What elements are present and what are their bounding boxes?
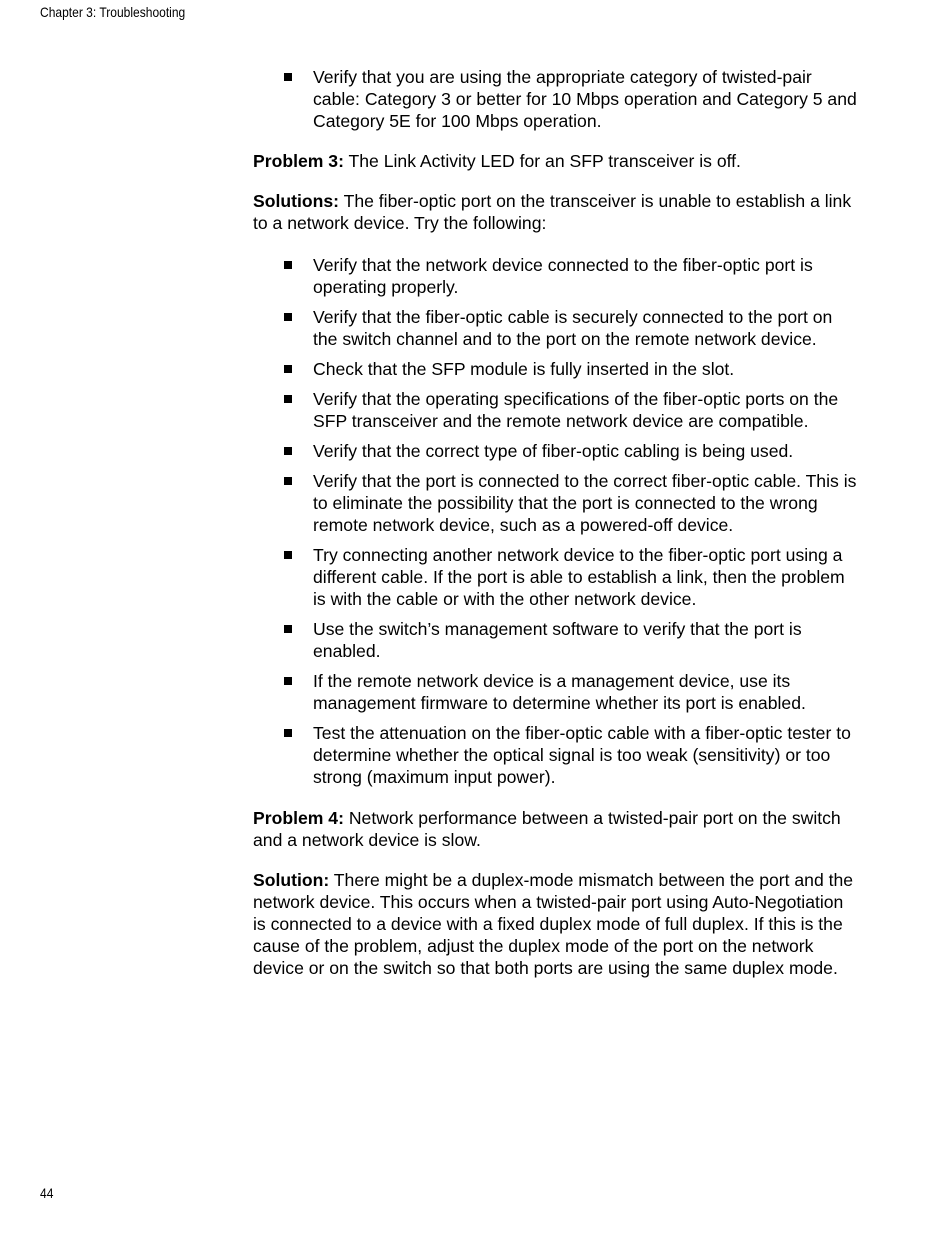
list-item-text: Verify that you are using the appropriate category of twisted-pair cable: Category 3 or better for 10 Mbps operation and Category 5 and Category 5E for 100 Mbps operation. — [313, 67, 857, 131]
square-bullet-icon — [284, 729, 292, 737]
list-item-text: Check that the SFP module is fully inserted in the slot. — [313, 359, 735, 379]
square-bullet-icon — [284, 395, 292, 403]
list-item — [253, 440, 858, 462]
square-bullet-icon — [284, 365, 292, 373]
solution-4-paragraph — [253, 869, 858, 979]
list-item-text: Verify that the fiber-optic cable is securely connected to the port on the switch channel and to the port on the remote network device. — [313, 307, 833, 349]
square-bullet-icon — [284, 447, 292, 455]
square-bullet-icon — [284, 261, 292, 269]
list-item — [253, 618, 858, 662]
solutions-3-paragraph — [253, 190, 858, 234]
square-bullet-icon — [284, 677, 292, 685]
list-item — [253, 470, 858, 536]
problem-4-text: Network performance between a twisted-pair port on the switch and a network device is slow. — [253, 808, 841, 850]
square-bullet-icon — [284, 477, 292, 485]
list-item — [253, 66, 858, 132]
list-item — [253, 388, 858, 432]
bullet-list-cable-category — [253, 66, 858, 132]
list-item — [253, 358, 858, 380]
bullet-list-fiber-checks — [253, 254, 858, 788]
list-item-text: Test the attenuation on the fiber-optic cable with a fiber-optic tester to determine whether the optical signal is too weak (sensitivity) or too strong (maximum input power). — [313, 723, 851, 787]
list-item — [253, 670, 858, 714]
solutions-3-label: Solutions: — [253, 191, 340, 211]
list-item-text: Verify that the port is connected to the correct fiber-optic cable. This is to eliminate the possibility that the port is connected to the wrong remote network device, such as a powered-off device. — [313, 471, 857, 535]
problem-4-label: Problem 4: — [253, 808, 344, 828]
list-item-text: Use the switch’s management software to verify that the port is enabled. — [313, 619, 802, 661]
list-item-text: Verify that the network device connected to the fiber-optic port is operating properly. — [313, 255, 813, 297]
list-item-text: Verify that the correct type of fiber-optic cabling is being used. — [313, 441, 794, 461]
list-item-text: Try connecting another network device to the fiber-optic port using a different cable. If the port is able to establish a link, then the problem is with the cable or with the other network device. — [313, 545, 845, 609]
solution-4-text: There might be a duplex-mode mismatch between the port and the network device. This occurs when a twisted-pair port using Auto-Negotiation is connected to a device with a fixed duplex mode of full duplex. If this is the cause of the problem, adjust the duplex mode of the port on the network device or on the switch so that both ports are using the same duplex mode. — [253, 870, 854, 978]
solution-4-label: Solution: — [253, 870, 330, 890]
square-bullet-icon — [284, 625, 292, 633]
problem-4-paragraph — [253, 807, 858, 851]
list-item — [253, 722, 858, 788]
problem-3-text: The Link Activity LED for an SFP transceiver is off. — [343, 151, 741, 171]
square-bullet-icon — [284, 313, 292, 321]
list-item-text: Verify that the operating specifications of the fiber-optic ports on the SFP transceiver and the remote network device are compatible. — [313, 389, 839, 431]
page-number: 44 — [40, 1185, 54, 1201]
square-bullet-icon — [284, 551, 292, 559]
list-item-text: If the remote network device is a management device, use its management firmware to determine whether its port is enabled. — [313, 671, 806, 713]
list-item — [253, 544, 858, 610]
page-body — [253, 66, 858, 997]
square-bullet-icon — [284, 73, 292, 81]
problem-3-label: Problem 3: — [253, 151, 344, 171]
running-header: Chapter 3: Troubleshooting — [40, 4, 186, 20]
list-item — [253, 306, 858, 350]
solutions-3-text: The fiber-optic port on the transceiver is unable to establish a link to a network device. Try the following: — [253, 191, 852, 233]
problem-3-paragraph — [253, 150, 858, 172]
list-item — [253, 254, 858, 298]
